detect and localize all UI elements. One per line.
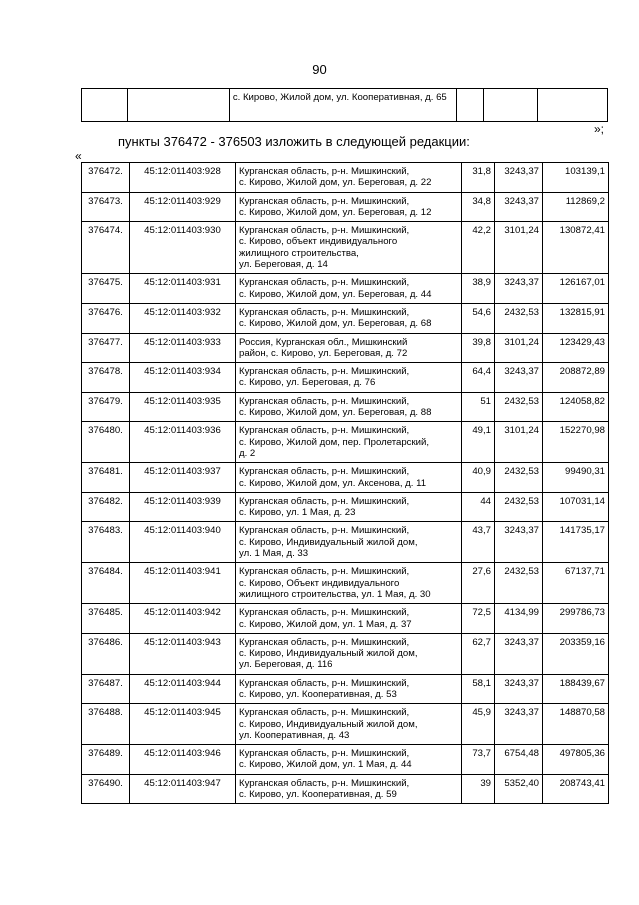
address-cell [236, 422, 462, 463]
total-cell: 123429,43 [543, 333, 609, 363]
address-line: с. Кирово, Индивидуальный жилой дом, [239, 718, 418, 730]
cadastral-number-cell: 45:12:011403:947 [130, 774, 236, 804]
area-cell: 45,9 [462, 704, 495, 745]
row-number-cell: 376474. [82, 222, 130, 274]
row-number-cell: 376481. [82, 463, 130, 493]
cadastral-number-cell: 45:12:011403:937 [130, 463, 236, 493]
rate-cell: 3243,37 [495, 704, 543, 745]
row-number-cell: 376486. [82, 633, 130, 674]
address-cell [236, 192, 462, 222]
row-number-cell: 376488. [82, 704, 130, 745]
address-line: Курганская область, р-н. Мишкинский, [239, 225, 410, 237]
table-row [82, 89, 608, 122]
table-row [82, 363, 609, 393]
row-number-cell: 376483. [82, 522, 130, 563]
address-line: Курганская область, р-н. Мишкинский, [239, 306, 410, 318]
rate-cell: 4134,99 [495, 604, 543, 634]
total-cell: 497805,36 [543, 745, 609, 775]
table-row [82, 274, 609, 304]
total-cell: 126167,01 [543, 274, 609, 304]
area-cell: 34,8 [462, 192, 495, 222]
row-number-cell: 376482. [82, 492, 130, 522]
address-line: Курганская область, р-н. Мишкинский, [239, 495, 410, 507]
cadastral-number-cell: 45:12:011403:941 [130, 563, 236, 604]
cadastral-number-cell: 45:12:011403:944 [130, 674, 236, 704]
total-cell: 148870,58 [543, 704, 609, 745]
area-cell: 42,2 [462, 222, 495, 274]
cadastral-number-cell: 45:12:011403:945 [130, 704, 236, 745]
cadastral-number-cell: 45:12:011403:930 [130, 222, 236, 274]
area-cell: 62,7 [462, 633, 495, 674]
row-number-cell: 376484. [82, 563, 130, 604]
address-cell [236, 604, 462, 634]
address-line: Курганская область, р-н. Мишкинский, [239, 707, 410, 719]
area-cell: 51 [462, 392, 495, 422]
rate-cell: 3243,37 [495, 522, 543, 563]
cadastral-number-cell: 45:12:011403:942 [130, 604, 236, 634]
address-cell [236, 303, 462, 333]
total-cell: 152270,98 [543, 422, 609, 463]
address-line: Курганская область, р-н. Мишкинский, [239, 425, 410, 437]
previous-table-fragment [81, 88, 608, 122]
cadastral-number-cell: 45:12:011403:946 [130, 745, 236, 775]
cadastral-number-cell: 45:12:011403:934 [130, 363, 236, 393]
cadastral-number-cell [128, 89, 230, 122]
address-line: жилищного строительства, [239, 247, 359, 259]
row-number-cell [82, 89, 128, 122]
total-cell: 188439,67 [543, 674, 609, 704]
address-cell [236, 492, 462, 522]
address-line: с. Кирово, Индивидуальный жилой дом, [239, 648, 418, 660]
address-cell [236, 522, 462, 563]
area-cell: 38,9 [462, 274, 495, 304]
address-line: Россия, Курганская обл., Мишкинский [239, 336, 408, 348]
area-cell: 39 [462, 774, 495, 804]
table-row [82, 392, 609, 422]
address-line: Курганская область, р-н. Мишкинский, [239, 636, 410, 648]
address-cell [236, 633, 462, 674]
rate-cell: 3101,24 [495, 222, 543, 274]
total-cell: 99490,31 [543, 463, 609, 493]
address-line: Курганская область, р-н. Мишкинский, [239, 277, 410, 289]
table-row [82, 463, 609, 493]
row-number-cell: 376489. [82, 745, 130, 775]
area-cell: 64,4 [462, 363, 495, 393]
total-cell: 203359,16 [543, 633, 609, 674]
address-cell [236, 704, 462, 745]
rate-cell [484, 89, 537, 122]
total-cell: 208872,89 [543, 363, 609, 393]
area-cell: 40,9 [462, 463, 495, 493]
area-cell: 58,1 [462, 674, 495, 704]
row-number-cell: 376485. [82, 604, 130, 634]
address-line: с. Кирово, ул. Кооперативная, д. 59 [239, 789, 397, 801]
address-cell [236, 274, 462, 304]
address-line: Курганская область, р-н. Мишкинский, [239, 777, 410, 789]
cadastral-number-cell: 45:12:011403:928 [130, 163, 236, 193]
table-row [82, 745, 609, 775]
address-line: ул. Кооперативная, д. 43 [239, 729, 350, 741]
area-cell: 31,8 [462, 163, 495, 193]
row-number-cell: 376476. [82, 303, 130, 333]
rate-cell: 3243,37 [495, 674, 543, 704]
total-cell: 132815,91 [543, 303, 609, 333]
row-number-cell: 376487. [82, 674, 130, 704]
rate-cell: 3243,37 [495, 363, 543, 393]
row-number-cell: 376490. [82, 774, 130, 804]
address-line: Курганская область, р-н. Мишкинский, [239, 366, 410, 378]
area-cell: 27,6 [462, 563, 495, 604]
total-cell [537, 89, 607, 122]
cadastral-number-cell: 45:12:011403:943 [130, 633, 236, 674]
rate-cell: 3243,37 [495, 274, 543, 304]
area-cell: 43,7 [462, 522, 495, 563]
address-line: с. Кирово, Жилой дом, ул. Береговая, д. 12 [239, 206, 432, 218]
rate-cell: 2432,53 [495, 563, 543, 604]
address-line: Курганская область, р-н. Мишкинский, [239, 466, 410, 478]
cadastral-number-cell: 45:12:011403:936 [130, 422, 236, 463]
total-cell: 103139,1 [543, 163, 609, 193]
cadastral-number-cell: 45:12:011403:939 [130, 492, 236, 522]
total-cell: 112869,2 [543, 192, 609, 222]
address-line: ул. 1 Мая, д. 33 [239, 548, 309, 560]
address-line: с. Кирово, Жилой дом, пер. Пролетарский, [239, 436, 430, 448]
rate-cell: 5352,40 [495, 774, 543, 804]
table-row [82, 633, 609, 674]
address-line: ул. Береговая, д. 14 [239, 259, 328, 271]
address-line: Курганская область, р-н. Мишкинский, [239, 525, 410, 537]
rate-cell: 3243,37 [495, 163, 543, 193]
address-cell [236, 333, 462, 363]
row-number-cell: 376479. [82, 392, 130, 422]
address-line: жилищного строительства, ул. 1 Мая, д. 30 [239, 588, 431, 600]
address-line: с. Кирово, ул. Кооперативная, д. 53 [239, 688, 397, 700]
address-line: с. Кирово, ул. Береговая, д. 76 [239, 377, 376, 389]
address-cell [236, 674, 462, 704]
address-cell [236, 163, 462, 193]
address-line: с. Кирово, ул. 1 Мая, д. 23 [239, 507, 356, 519]
table-row [82, 522, 609, 563]
address-line: с. Кирово, Индивидуальный жилой дом, [239, 536, 418, 548]
total-cell: 124058,82 [543, 392, 609, 422]
address-line: д. 2 [239, 447, 256, 459]
cadastral-number-cell: 45:12:011403:931 [130, 274, 236, 304]
table-row [82, 674, 609, 704]
address-cell [236, 463, 462, 493]
address-line: с. Кирово, Жилой дом, ул. Береговая, д. 22 [239, 177, 432, 189]
rate-cell: 2432,53 [495, 392, 543, 422]
address-line: Курганская область, р-н. Мишкинский, [239, 748, 410, 760]
table-row [82, 163, 609, 193]
table-row [82, 604, 609, 634]
address-line: Курганская область, р-н. Мишкинский, [239, 166, 410, 177]
address-line: Курганская область, р-н. Мишкинский, [239, 677, 410, 689]
row-number-cell: 376475. [82, 274, 130, 304]
area-cell: 44 [462, 492, 495, 522]
address-line: Курганская область, р-н. Мишкинский, [239, 395, 410, 407]
cadastral-number-cell: 45:12:011403:929 [130, 192, 236, 222]
address-cell [236, 392, 462, 422]
total-cell: 141735,17 [543, 522, 609, 563]
table-row [82, 192, 609, 222]
address-line: ул. Береговая, д. 116 [239, 659, 333, 671]
address-line: район, с. Кирово, ул. Береговая, д. 72 [239, 347, 408, 359]
rate-cell: 3243,37 [495, 192, 543, 222]
table-row [82, 563, 609, 604]
table-row [82, 422, 609, 463]
cadastral-value-table [81, 162, 609, 804]
address-line: с. Кирово, Жилой дом, ул. Береговая, д. 68 [239, 318, 432, 330]
rate-cell: 3243,37 [495, 633, 543, 674]
address-cell: с. Кирово, Жилой дом, ул. Кооперативная, д. 65 [229, 89, 456, 122]
area-cell: 73,7 [462, 745, 495, 775]
total-cell: 208743,41 [543, 774, 609, 804]
row-number-cell: 376473. [82, 192, 130, 222]
rate-cell: 6754,48 [495, 745, 543, 775]
address-line: с. Кирово, Объект индивидуального [239, 577, 400, 589]
cadastral-number-cell: 45:12:011403:933 [130, 333, 236, 363]
address-line: с. Кирово, объект индивидуального [239, 236, 398, 248]
address-cell [236, 363, 462, 393]
area-cell: 49,1 [462, 422, 495, 463]
row-number-cell: 376478. [82, 363, 130, 393]
table-row [82, 492, 609, 522]
closing-quote: »; [594, 122, 605, 136]
total-cell: 107031,14 [543, 492, 609, 522]
rate-cell: 2432,53 [495, 492, 543, 522]
total-cell: 299786,73 [543, 604, 609, 634]
address-line: с. Кирово, Жилой дом, ул. Аксенова, д. 11 [239, 477, 427, 489]
address-cell [236, 745, 462, 775]
address-line: Курганская область, р-н. Мишкинский, [239, 607, 410, 619]
address-cell [236, 774, 462, 804]
address-line: с. Кирово, Жилой дом, ул. Береговая, д. 88 [239, 407, 432, 419]
address-line: Курганская область, р-н. Мишкинский, [239, 566, 410, 578]
address-cell [236, 222, 462, 274]
address-line: с. Кирово, Жилой дом, ул. Береговая, д. 44 [239, 288, 432, 300]
address-line: с. Кирово, Жилой дом, ул. 1 Мая, д. 37 [239, 618, 412, 630]
address-line: Курганская область, р-н. Мишкинский, [239, 195, 410, 207]
amendment-intro: пункты 376472 - 376503 изложить в следующей редакции: [118, 134, 470, 149]
area-cell: 54,6 [462, 303, 495, 333]
table-row [82, 333, 609, 363]
cadastral-number-cell: 45:12:011403:940 [130, 522, 236, 563]
table-row [82, 704, 609, 745]
address-line: с. Кирово, Жилой дом, ул. 1 Мая, д. 44 [239, 759, 412, 771]
table-row [82, 774, 609, 804]
table-row [82, 303, 609, 333]
area-cell: 39,8 [462, 333, 495, 363]
rate-cell: 2432,53 [495, 463, 543, 493]
row-number-cell: 376472. [82, 163, 130, 193]
row-number-cell: 376477. [82, 333, 130, 363]
total-cell: 130872,41 [543, 222, 609, 274]
area-cell [457, 89, 484, 122]
page-number: 90 [312, 62, 327, 77]
cadastral-number-cell: 45:12:011403:935 [130, 392, 236, 422]
table-row [82, 222, 609, 274]
opening-quote: « [75, 149, 82, 163]
row-number-cell: 376480. [82, 422, 130, 463]
rate-cell: 2432,53 [495, 303, 543, 333]
rate-cell: 3101,24 [495, 422, 543, 463]
rate-cell: 3101,24 [495, 333, 543, 363]
cadastral-number-cell: 45:12:011403:932 [130, 303, 236, 333]
total-cell: 67137,71 [543, 563, 609, 604]
address-cell [236, 563, 462, 604]
area-cell: 72,5 [462, 604, 495, 634]
